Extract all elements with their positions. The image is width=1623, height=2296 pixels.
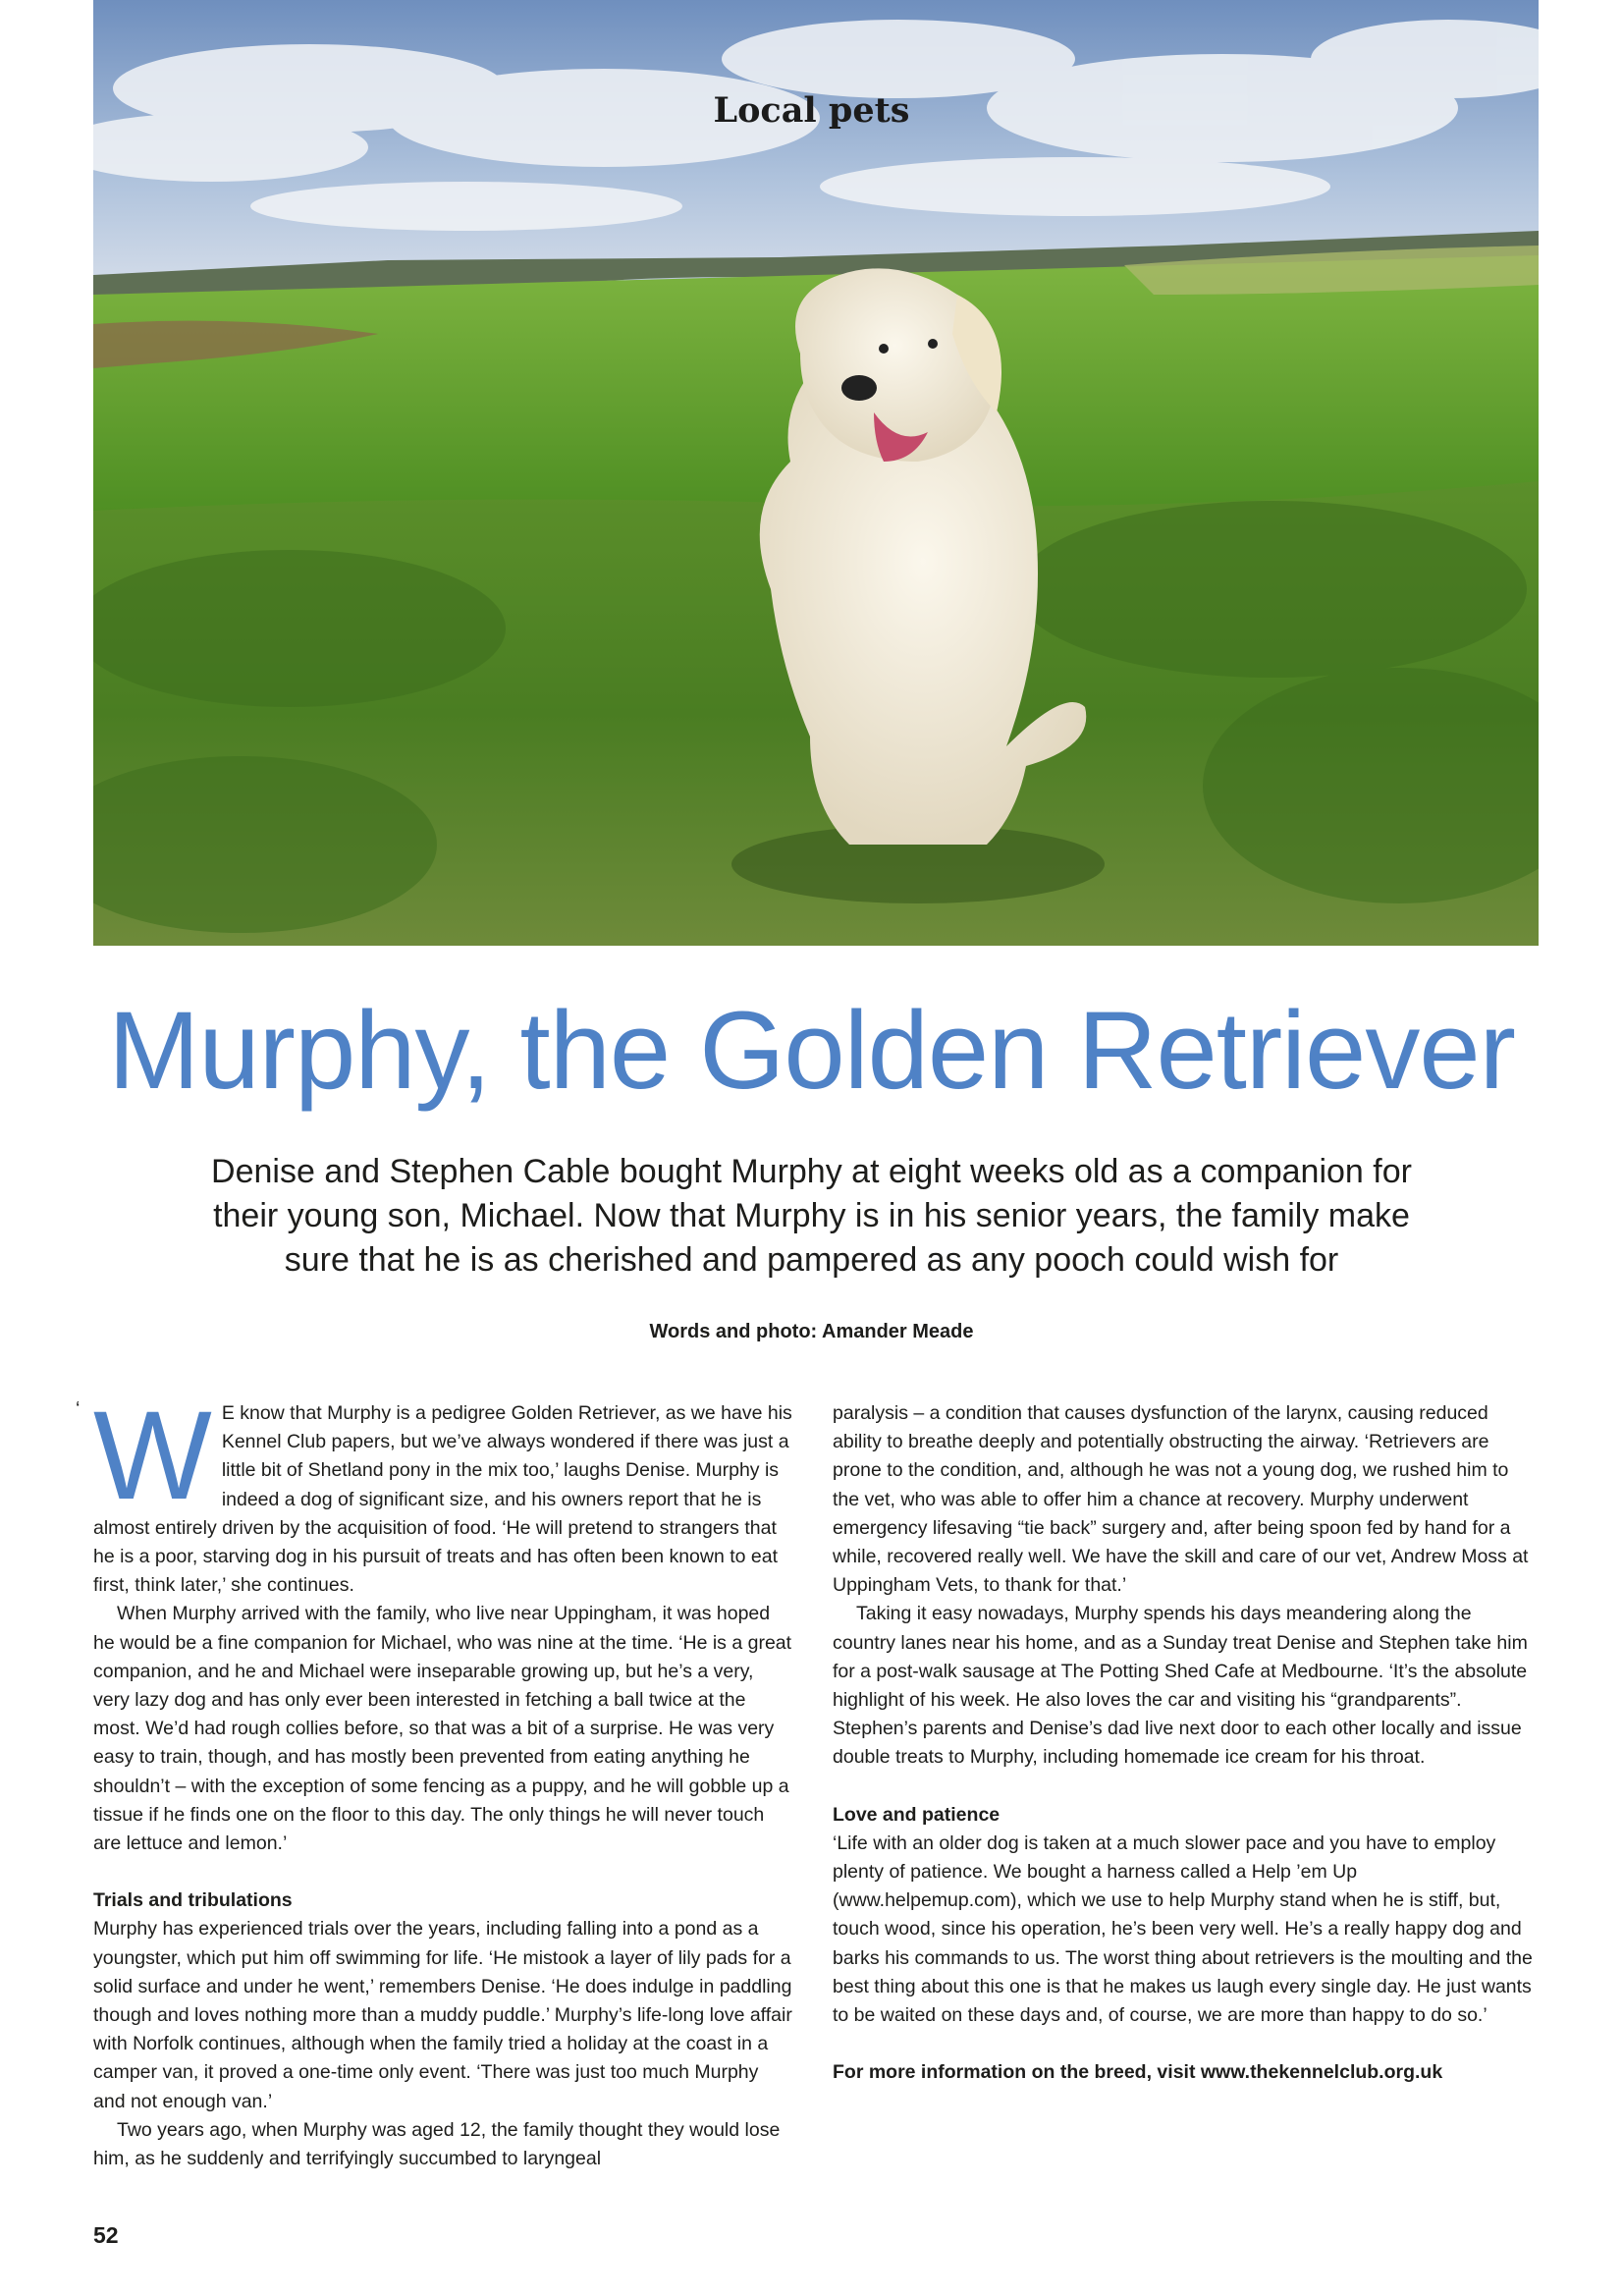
drop-cap: W [93,1386,212,1526]
intro-text: E know that Murphy is a pedigree Golden Retriever, as we have his Kennel Club papers, but we’ve always wondered if there was just a little bit of Shetland pony in the mix too,’ laughs Denise. Murphy is indeed a dog of significant size, and his owners report that he is almost entirely driven by the acquisition of food. ‘He will pretend to strangers that he is a poor, starving dog in his pursuit of treats and has often been known to eat first, think later,’ she continues. [93,1402,792,1597]
article-column-left [93,1386,793,2173]
body-paragraph: When Murphy arrived with the family, who live near Uppingham, it was hoped he would be a fine companion for Michael, who was nine at the time. ‘He is a great companion, and he and Michael were inseparable growing up, but he’s a very, very lazy dog and has only ever been interested in fetching a ball twice at the most. We’d had rough collies before, so that was a bit of a surprise. He was very easy to train, though, and has mostly been prevented from eating anything he shouldn’t – with the exception of some fencing as a puppy, and he will gobble up a tissue if he finds one on the floor to this day. The only things he will never touch are lettuce and lemon.’ [93,1603,792,1855]
intro-paragraph [93,1386,793,1600]
body-paragraph: Murphy has experienced trials over the years, including falling into a pond as a youngster, which put him off swimming for life. ‘He mistook a layer of lily pads for a solid surface and under he went,’ remembers Denise. ‘He does indulge in paddling though and loves nothing more than a muddy puddle.’ Murphy’s life-long love affair with Norfolk continues, although when the family tried a holiday at the coast in a camper van, it proved a one-time only event. ‘There was just too much Murphy and not enough van.’ [93,1918,792,2112]
dog-landscape-image [93,0,1539,946]
body-paragraph: Two years ago, when Murphy was aged 12, the family thought they would lose him, as he suddenly and terrifyingly succumbed to laryngeal [93,2118,781,2170]
byline: Words and photo: Amander Meade [649,1321,974,1342]
body-paragraph: ‘Life with an older dog is taken at a much slower pace and you have to employ plenty of patience. We bought a harness called a Help ’em Up (www.helpemup.com), which we use to help Murphy stand when he is stiff, but, touch wood, since his operation, he’s been very well. He’s a really happy dog and barks his commands to us. The worst thing about retrievers is the moulting and the best thing about this one is that he makes us laugh every single day. He just wants to be waited on these days and, of course, we are more than happy to do so.’ [833,1831,1533,2027]
subheading-trials: Trials and tribulations [93,1889,293,1912]
opening-quote-mark: ‘ [76,1398,81,1420]
article-column-right [833,1399,1533,2087]
article-headline: Murphy, the Golden Retriever [108,989,1515,1112]
page-number: 52 [93,2222,119,2248]
more-info-link[interactable]: For more information on the breed, visit www.thekennelclub.org.uk [833,2061,1443,2084]
body-paragraph: Taking it easy nowadays, Murphy spends his days meandering along the country lanes near his home, and as a Sunday treat Denise and Stephen take him for a post-walk sausage at The Potting Shed Cafe at Medbourne. ‘It’s the absolute highlight of his week. He also loves the car and visiting his “grandparents”. Stephen’s parents and Denise’s dad live next door to each other locally and issue double treats to Murphy, including homemade ice cream for his throat. [833,1603,1528,1769]
article-standfirst: Denise and Stephen Cable bought Murphy at eight weeks old as a companion for their young son, Michael. Now that Murphy is in his senior years, the family make sure that he is as cherished and pampered as any pooch could wish for [211,1153,1412,1279]
subheading-love: Love and patience [833,1803,1001,1826]
section-label: Local pets [713,90,910,131]
hero-photo [93,0,1539,946]
body-paragraph: paralysis – a condition that causes dysfunction of the larynx, causing reduced ability to breathe deeply and potentially obstructing the airway. ‘Retrievers are prone to the condition, and, although he was not a young dog, we rushed him to the vet, who was able to offer him a chance at recovery. Murphy underwent emergency lifesaving “tie back” surgery and, after being spoon fed by hand for a while, recovered really well. We have the skill and care of our vet, Andrew Moss at Uppingham Vets, to thank for that.’ [833,1402,1529,1597]
